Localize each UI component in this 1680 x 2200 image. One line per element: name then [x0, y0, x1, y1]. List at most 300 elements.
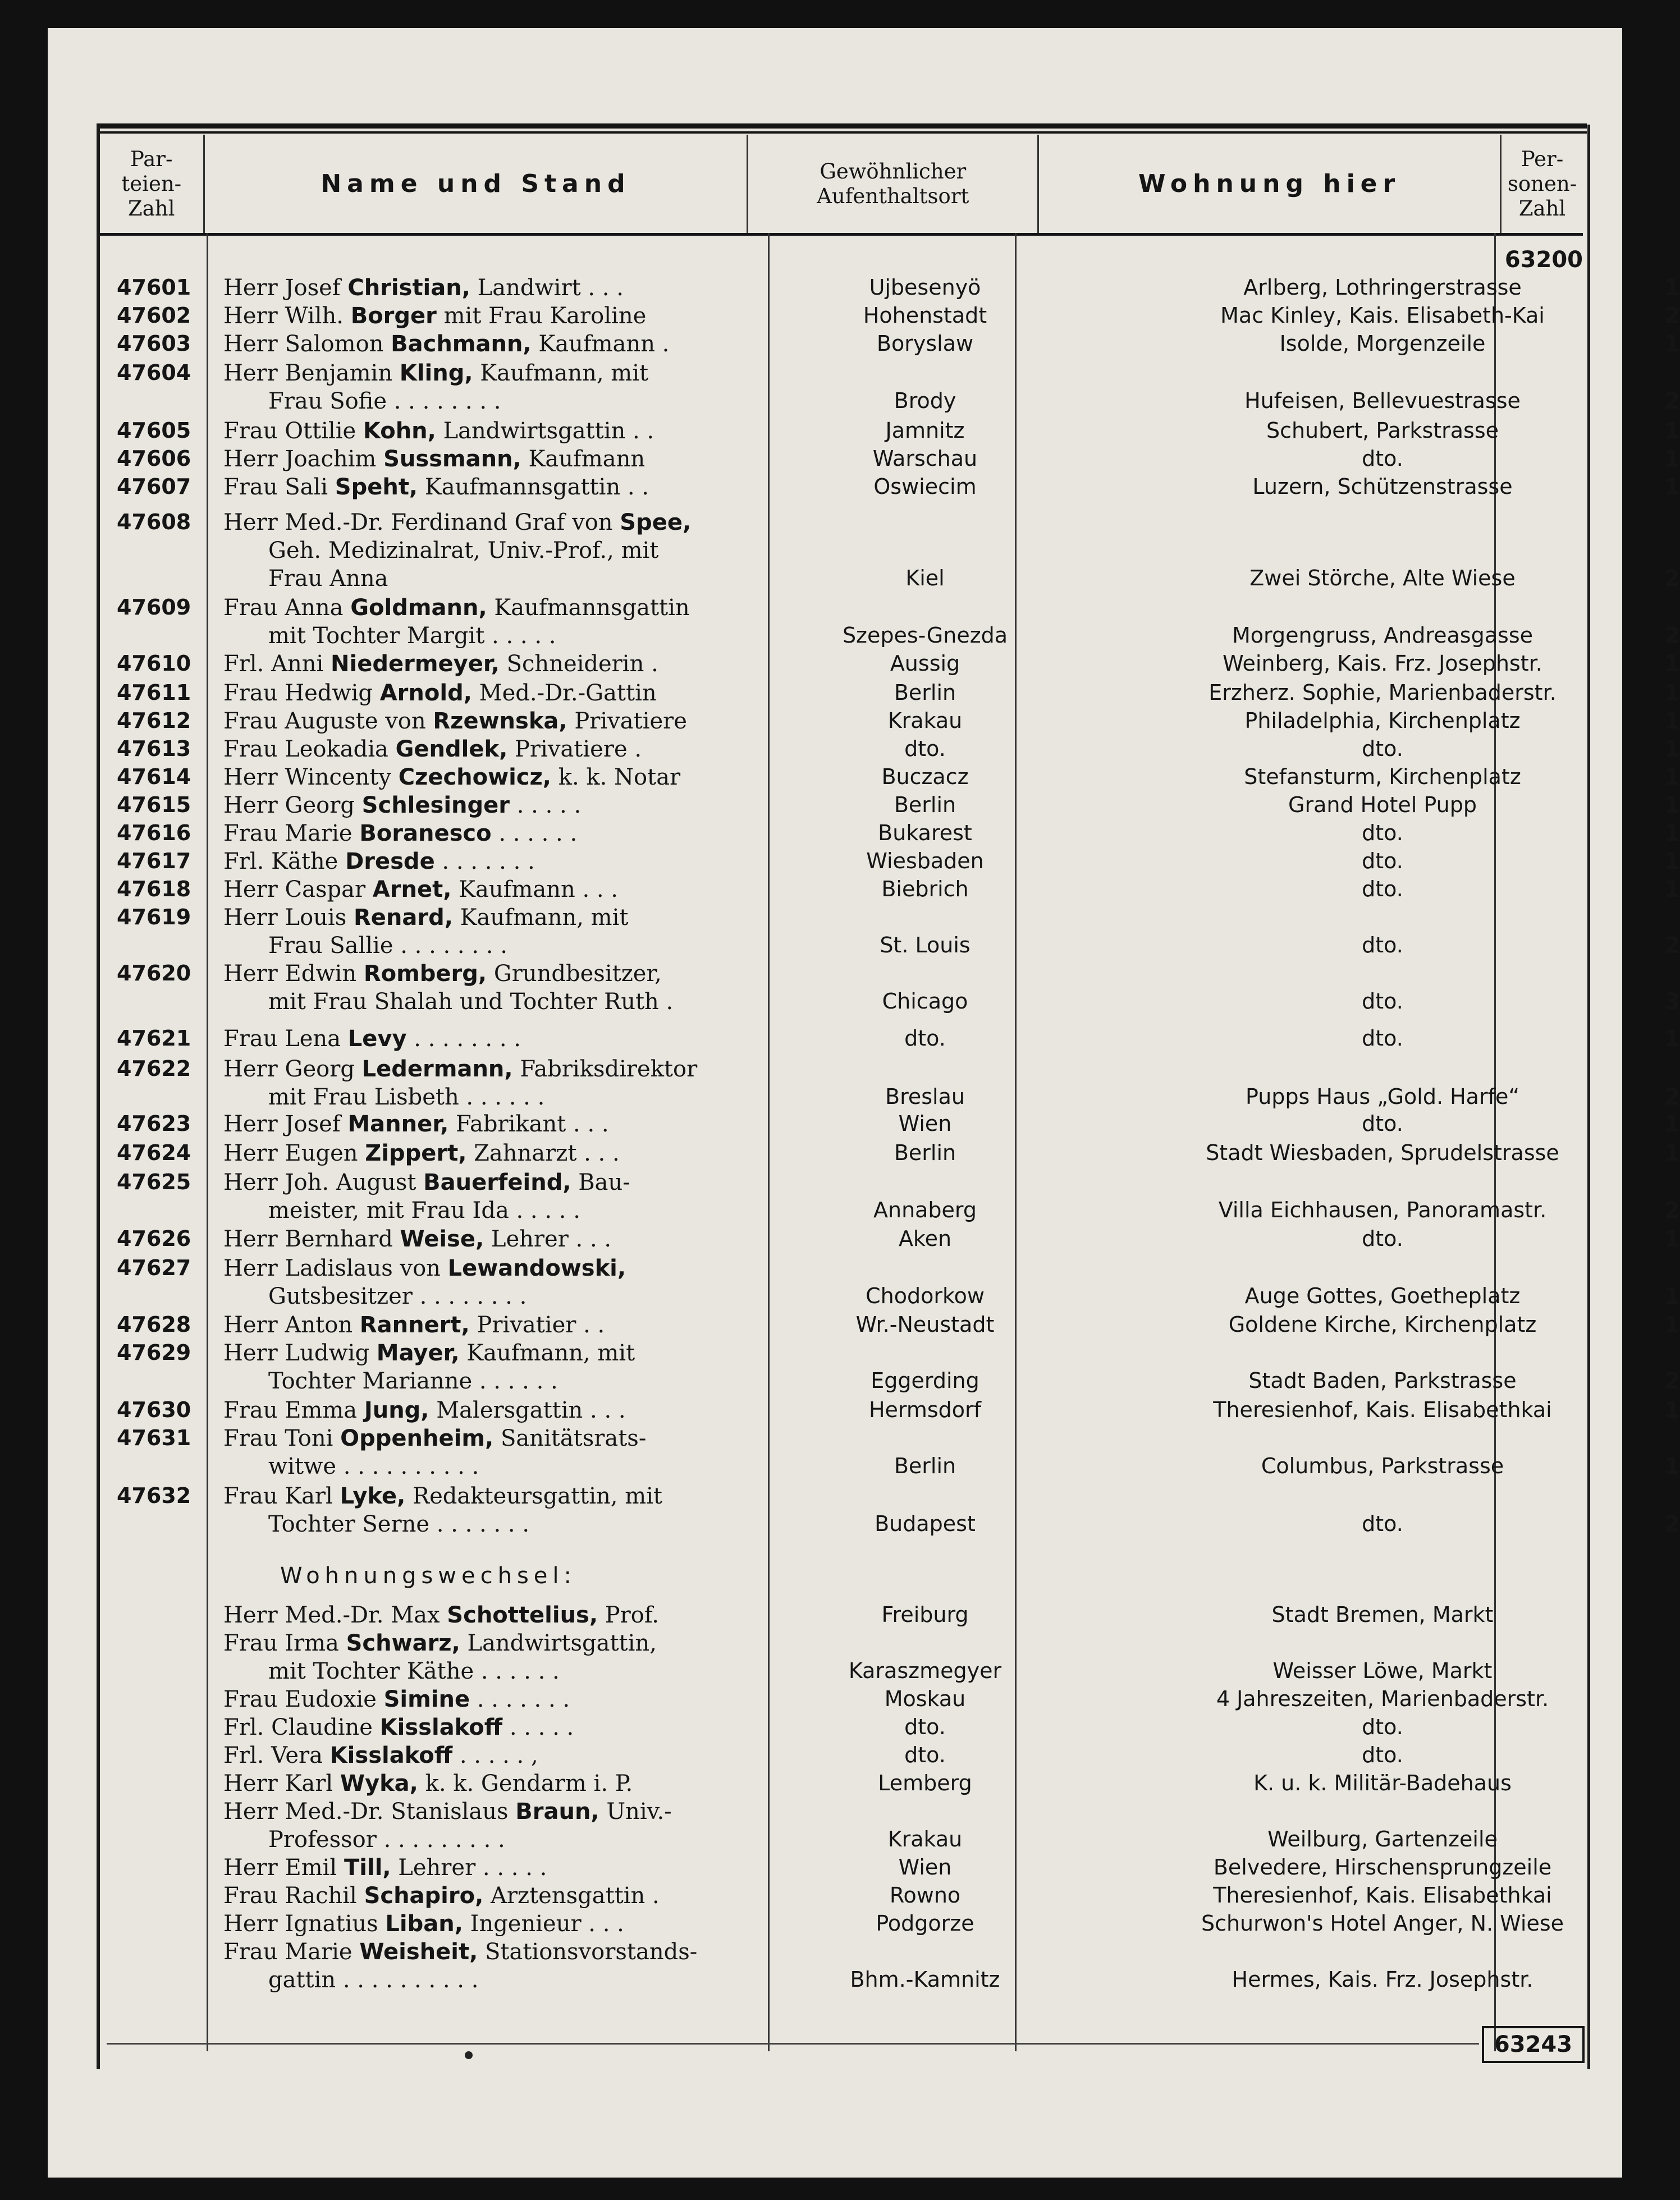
local-address: Stefansturm, Kirchenplatz [1244, 764, 1521, 789]
surname: Kisslakoff [329, 1743, 453, 1768]
surname: Mayer, [376, 1340, 460, 1366]
name-and-status [223, 1602, 659, 1628]
party-number: 47626 [117, 1226, 191, 1251]
local-address: dto. [1362, 989, 1403, 1014]
name-prefix: Herr Wilh. [223, 303, 344, 329]
column-divider [207, 233, 208, 2051]
usual-residence: Ujbesenyö [869, 275, 981, 300]
usual-residence: Chodorkow [866, 1284, 985, 1308]
status: Med.-Dr.-Gattin [479, 680, 657, 706]
name-continuation: witwe . . . . . . . . . . [268, 1454, 479, 1479]
status: . . . . . [509, 1715, 574, 1740]
surname: Boranesco [359, 821, 492, 846]
surname: Schlesinger [361, 792, 510, 818]
status: . . . . . . . . [414, 1026, 521, 1052]
local-address: dto. [1362, 821, 1403, 845]
party-number: 47602 [117, 303, 191, 328]
name-prefix: Herr Joh. August [223, 1170, 416, 1195]
usual-residence: Szepes-Gnezda [842, 623, 1008, 648]
usual-residence: Rowno [889, 1883, 961, 1908]
party-number: 47606 [117, 446, 191, 471]
party-number: 47603 [117, 331, 191, 356]
status: Malersgattin . . . [436, 1397, 626, 1423]
name-prefix: Frau Marie [223, 821, 353, 846]
name-prefix: Herr Med.-Dr. Ferdinand Graf von [223, 510, 613, 535]
name-continuation: Geh. Medizinalrat, Univ.-Prof., mit [268, 538, 659, 563]
local-address: Schurwon's Hotel Anger, N. Wiese [1201, 1911, 1564, 1936]
surname: Wyka, [340, 1771, 418, 1796]
local-address: Weilburg, Gartenzeile [1267, 1827, 1498, 1851]
name-prefix: Frl. Anni [223, 651, 324, 677]
usual-residence: Karaszmegyer [848, 1658, 1002, 1683]
usual-residence: dto. [904, 736, 946, 761]
name-and-status [223, 510, 691, 535]
name-prefix: Frau Sali [223, 474, 328, 500]
bottom-rule [107, 2043, 1479, 2045]
persons-count: 1 [1664, 708, 1680, 734]
persons-count: 2 [1664, 1368, 1680, 1394]
surname: Manner, [347, 1111, 449, 1137]
surname: Lewandowski, [447, 1255, 626, 1281]
usual-residence: Berlin [894, 680, 956, 705]
name-continuation: Frau Sallie . . . . . . . . [268, 933, 507, 959]
name-prefix: Herr Josef [223, 1111, 341, 1137]
name-continuation: mit Frau Lisbeth . . . . . . [268, 1084, 545, 1110]
party-number: 47601 [117, 275, 191, 300]
persons-count: 1 [1664, 821, 1680, 846]
name-and-status [223, 680, 657, 706]
surname: Christian, [347, 275, 470, 301]
usual-residence: Freiburg [881, 1602, 969, 1627]
persons-count: 2 [1664, 566, 1680, 592]
surname: Rannert, [359, 1312, 470, 1338]
name-and-status [223, 1883, 660, 1909]
local-address: Arlberg, Lothringerstrasse [1243, 275, 1522, 300]
name-and-status [223, 446, 645, 472]
name-continuation: Frau Anna [268, 566, 388, 592]
name-and-status [223, 1026, 521, 1052]
local-address: dto. [1362, 849, 1403, 873]
status: Privatiere . [515, 736, 642, 762]
party-number: 47630 [117, 1397, 191, 1422]
local-address: 4 Jahreszeiten, Marienbaderstr. [1216, 1686, 1549, 1711]
persons-count: 1 [1664, 1397, 1680, 1423]
running-total-end: 63243 [1482, 2026, 1585, 2063]
name-and-status [223, 595, 690, 621]
status: . . . . . . [498, 821, 578, 846]
surname: Czechowicz, [398, 764, 551, 790]
name-and-status [223, 1140, 620, 1166]
party-number: 47620 [117, 961, 191, 986]
name-prefix: Herr Georg [223, 1056, 355, 1082]
persons-count: 1 [1664, 331, 1680, 357]
name-prefix: Herr Emil [223, 1855, 337, 1881]
persons-count: 1 [1664, 680, 1680, 706]
usual-residence: Berlin [894, 792, 956, 817]
name-continuation: mit Tochter Margit . . . . . [268, 623, 556, 649]
name-continuation: Tochter Marianne . . . . . . [268, 1368, 558, 1394]
local-address: Pupps Haus „Gold. Harfe“ [1245, 1084, 1520, 1109]
name-and-status [223, 1397, 626, 1423]
status: Kaufmannsgattin [494, 595, 690, 621]
party-number: 47617 [117, 849, 191, 873]
usual-residence: dto. [904, 1026, 946, 1051]
surname: Kisslakoff [379, 1715, 503, 1740]
usual-residence: Hermsdorf [868, 1397, 982, 1422]
status: Grundbesitzer, [493, 961, 662, 987]
name-prefix: Frau Ottilie [223, 418, 356, 444]
local-address: Grand Hotel Pupp [1288, 792, 1477, 817]
status: Landwirtsgattin, [467, 1630, 657, 1656]
party-number: 47621 [117, 1026, 191, 1051]
status: Ingenieur . . . [470, 1911, 624, 1937]
status: . . . . . , [459, 1743, 538, 1768]
name-prefix: Herr Joachim [223, 446, 377, 472]
local-address: Mac Kinley, Kais. Elisabeth-Kai [1220, 303, 1545, 328]
usual-residence: Aken [898, 1226, 952, 1251]
party-number: 47611 [117, 680, 191, 705]
persons-count: 2 [1664, 623, 1680, 649]
name-and-status [223, 1340, 635, 1366]
name-prefix: Frau Emma [223, 1397, 358, 1423]
status: Lehrer . . . [491, 1226, 612, 1252]
persons-count: 1 [1664, 764, 1680, 790]
surname: Zippert, [365, 1140, 467, 1166]
local-address: Weinberg, Kais. Frz. Josephstr. [1223, 651, 1542, 676]
name-prefix: Herr Anton [223, 1312, 353, 1338]
name-and-status [223, 331, 669, 357]
party-number: 47615 [117, 792, 191, 817]
name-and-status [223, 905, 628, 931]
name-and-status [223, 1799, 672, 1825]
section-title-wohnungswechsel: Wohnungswechsel: [280, 1563, 577, 1589]
surname: Dresde [345, 849, 435, 874]
local-address: dto. [1362, 877, 1403, 901]
party-number: 47625 [117, 1170, 191, 1194]
local-address: Zwei Störche, Alte Wiese [1249, 566, 1516, 590]
persons-count: 2 [1664, 388, 1680, 414]
local-address: dto. [1362, 1511, 1403, 1536]
surname: Simine [383, 1686, 470, 1712]
party-number: 47629 [117, 1340, 191, 1365]
persons-count: 1 [1664, 1026, 1680, 1052]
name-continuation: mit Frau Shalah und Tochter Ruth . [268, 989, 674, 1015]
header-name-und-stand: Name und Stand [205, 135, 749, 233]
local-address: Stadt Bremen, Markt [1271, 1602, 1494, 1627]
name-and-status [223, 651, 658, 677]
status: Landwirtsgattin . . [443, 418, 654, 444]
status: k. k. Gendarm i. P. [425, 1771, 633, 1796]
surname: Sussmann, [383, 446, 521, 472]
name-and-status [223, 1855, 547, 1881]
usual-residence: Annaberg [873, 1198, 977, 1222]
party-number: 47616 [117, 821, 191, 845]
party-number: 47612 [117, 708, 191, 733]
name-prefix: Frau Lena [223, 1026, 341, 1052]
name-and-status [223, 1056, 697, 1082]
name-and-status [223, 275, 624, 301]
party-number: 47605 [117, 418, 191, 443]
status: Kaufmann . . . [459, 877, 619, 902]
name-prefix: Herr Ladislaus von [223, 1255, 441, 1281]
persons-count: 1 [1664, 418, 1680, 444]
usual-residence: Wien [898, 1855, 952, 1880]
surname: Lyke, [340, 1483, 406, 1509]
header-aufenthaltsort: Gewöhnlicher Aufenthaltsort [748, 135, 1039, 233]
persons-count: 3 [1664, 989, 1680, 1015]
local-address: dto. [1362, 1715, 1403, 1739]
name-and-status [223, 474, 649, 500]
party-number: 47610 [117, 651, 191, 676]
usual-residence: Berlin [894, 1140, 956, 1165]
surname: Bachmann, [391, 331, 532, 357]
surname: Arnold, [379, 680, 472, 706]
status: Univ.- [606, 1799, 672, 1825]
local-address: dto. [1362, 1111, 1403, 1136]
name-prefix: Herr Salomon [223, 331, 384, 357]
name-and-status [223, 1939, 697, 1965]
name-continuation: Frau Sofie . . . . . . . . [268, 388, 501, 414]
name-and-status [223, 708, 687, 734]
name-prefix: Herr Caspar [223, 877, 366, 902]
status: Prof. [605, 1602, 659, 1628]
status: Kaufmann, mit [460, 905, 629, 931]
status: Redakteursgattin, mit [412, 1483, 663, 1509]
local-address: Theresienhof, Kais. Elisabethkai [1213, 1883, 1552, 1908]
local-address: Stadt Baden, Parkstrasse [1248, 1368, 1517, 1393]
status: Stationsvorstands- [485, 1939, 698, 1965]
surname: Arnet, [372, 877, 452, 902]
persons-count: 1 [1664, 1312, 1680, 1338]
name-and-status [223, 1771, 633, 1796]
persons-count: 2 [1664, 1198, 1680, 1223]
surname: Gendlek, [395, 736, 508, 762]
name-and-status [223, 792, 581, 818]
name-prefix: Herr Edwin [223, 961, 357, 987]
status: Fabrikant . . . [456, 1111, 609, 1137]
status: Schneiderin . [506, 651, 658, 677]
local-address: Stadt Wiesbaden, Sprudelstrasse [1206, 1140, 1559, 1165]
name-continuation: meister, mit Frau Ida . . . . . [268, 1198, 580, 1223]
local-address: Belvedere, Hirschensprungzeile [1213, 1855, 1552, 1880]
surname: Jung, [364, 1397, 429, 1423]
surname: Levy [347, 1026, 407, 1052]
surname: Renard, [353, 905, 453, 931]
local-address: Villa Eichhausen, Panoramastr. [1218, 1198, 1547, 1222]
name-prefix: Herr Georg [223, 792, 355, 818]
name-prefix: Frl. Käthe [223, 849, 338, 874]
name-and-status [223, 360, 648, 386]
name-prefix: Herr Wincenty [223, 764, 391, 790]
ink-dot [465, 2051, 473, 2059]
status: Privatier . . [477, 1312, 605, 1338]
persons-count: 2 [1664, 1084, 1680, 1110]
name-and-status [223, 1226, 611, 1252]
status: . . . . . [516, 792, 582, 818]
running-total-start: 63200 [1504, 247, 1583, 273]
local-address: dto. [1362, 1026, 1403, 1051]
name-prefix: Herr Ignatius [223, 1911, 378, 1937]
status: Kaufmann, mit [480, 360, 649, 386]
name-continuation: Tochter Serne . . . . . . . [268, 1511, 530, 1537]
local-address: Weisser Löwe, Markt [1272, 1658, 1493, 1683]
name-and-status [223, 1911, 624, 1937]
surname: Speht, [335, 474, 418, 500]
surname: Schwarz, [346, 1630, 460, 1656]
name-continuation: Professor . . . . . . . . . [268, 1827, 505, 1853]
name-prefix: Frau Leokadia [223, 736, 388, 762]
persons-count: 1 [1664, 792, 1680, 818]
name-prefix: Herr Karl [223, 1771, 333, 1796]
name-continuation: gattin . . . . . . . . . . [268, 1967, 479, 1993]
surname: Kohn, [363, 418, 436, 444]
persons-count: 1 [1664, 1111, 1680, 1137]
name-and-status [223, 821, 577, 846]
local-address: Theresienhof, Kais. Elisabethkai [1213, 1397, 1552, 1422]
surname: Borger [350, 303, 437, 329]
usual-residence: Krakau [887, 708, 963, 733]
usual-residence: Oswiecim [873, 474, 977, 499]
name-prefix: Frl. Vera [223, 1743, 323, 1768]
party-number: 47618 [117, 877, 191, 901]
local-address: dto. [1362, 933, 1403, 957]
name-prefix: Herr Med.-Dr. Max [223, 1602, 440, 1628]
status: Kaufmann [528, 446, 646, 472]
party-number: 47608 [117, 510, 191, 534]
name-and-status [223, 1170, 630, 1195]
usual-residence: Hohenstadt [863, 303, 987, 328]
party-number: 47604 [117, 360, 191, 385]
persons-count: 1 [1664, 275, 1680, 301]
local-address: Schubert, Parkstrasse [1266, 418, 1499, 443]
status: Sanitätsrats- [500, 1426, 647, 1451]
local-address: Hufeisen, Bellevuestrasse [1244, 388, 1521, 413]
status: Kaufmann . [538, 331, 670, 357]
name-prefix: Frau Toni [223, 1426, 333, 1451]
status: mit Frau Karoline [443, 303, 647, 329]
status: Bau- [578, 1170, 630, 1195]
local-address: Auge Gottes, Goetheplatz [1244, 1284, 1521, 1308]
local-address: dto. [1362, 1226, 1403, 1251]
persons-count: 2 [1664, 933, 1680, 959]
name-and-status [223, 736, 642, 762]
local-address: dto. [1362, 1743, 1403, 1767]
party-number: 47623 [117, 1111, 191, 1136]
status: Lehrer . . . . . [398, 1855, 547, 1881]
persons-count: 1 [1664, 1284, 1680, 1309]
persons-count: 1 [1664, 736, 1680, 762]
name-prefix: Frau Hedwig [223, 680, 373, 706]
name-continuation: Gutsbesitzer . . . . . . . . [268, 1284, 527, 1309]
surname: Romberg, [363, 961, 487, 987]
usual-residence: Breslau [885, 1084, 965, 1109]
local-address: Philadelphia, Kirchenplatz [1244, 708, 1521, 733]
surname: Weisheit, [359, 1939, 478, 1965]
surname: Till, [344, 1855, 391, 1881]
persons-count: 1 [1664, 474, 1680, 500]
name-prefix: Herr Benjamin [223, 360, 393, 386]
name-and-status [223, 1255, 626, 1281]
name-and-status [223, 1483, 662, 1509]
persons-count: 1 [1664, 877, 1680, 902]
party-number: 47631 [117, 1426, 191, 1450]
name-and-status [223, 1715, 574, 1740]
surname: Liban, [385, 1911, 463, 1937]
name-prefix: Herr Louis [223, 905, 347, 931]
name-and-status [223, 961, 662, 987]
usual-residence: Jamnitz [885, 418, 965, 443]
surname: Spee, [620, 510, 692, 535]
persons-count: 1 [1664, 1454, 1680, 1479]
surname: Braun, [515, 1799, 599, 1825]
header-personen-zahl: Per- sonen- Zahl [1507, 146, 1577, 221]
local-address: K. u. k. Militär-Badehaus [1253, 1771, 1512, 1795]
usual-residence: Wien [898, 1111, 952, 1136]
party-number: 47622 [117, 1056, 191, 1081]
status: Fabriksdirektor [520, 1056, 698, 1082]
usual-residence: Eggerding [871, 1368, 979, 1393]
usual-residence: Biebrich [881, 877, 969, 901]
name-prefix: Frau Rachil [223, 1883, 357, 1909]
party-number: 47609 [117, 595, 191, 620]
name-prefix: Herr Eugen [223, 1140, 358, 1166]
local-address: Morgengruss, Andreasgasse [1232, 623, 1533, 648]
table-header [100, 135, 1583, 236]
name-prefix: Frl. Claudine [223, 1715, 373, 1740]
name-prefix: Frau Marie [223, 1939, 353, 1965]
surname: Oppenheim, [340, 1426, 494, 1451]
status: . . . . . . . [477, 1686, 570, 1712]
party-number: 47632 [117, 1483, 191, 1508]
status: Arztensgattin . [491, 1883, 660, 1909]
local-address: Isolde, Morgenzeile [1279, 331, 1486, 356]
party-number: 47614 [117, 764, 191, 789]
surname: Niedermeyer, [331, 651, 500, 677]
local-address: Columbus, Parkstrasse [1261, 1454, 1504, 1478]
usual-residence: Moskau [884, 1686, 966, 1711]
name-and-status [223, 418, 654, 444]
local-address: Goldene Kirche, Kirchenplatz [1228, 1312, 1537, 1337]
status: Kaufmann, mit [466, 1340, 635, 1366]
name-and-status [223, 877, 618, 902]
status: . . . . . . . [442, 849, 535, 874]
surname: Bauerfeind, [423, 1170, 571, 1195]
name-prefix: Herr Bernhard [223, 1226, 393, 1252]
usual-residence: Bhm.-Kamnitz [850, 1967, 1000, 1992]
persons-count: 2 [1664, 303, 1680, 329]
name-and-status [223, 1630, 657, 1656]
usual-residence: Aussig [890, 651, 960, 676]
name-and-status [223, 1111, 609, 1137]
persons-count: 1 [1664, 651, 1680, 677]
party-number: 47627 [117, 1255, 191, 1280]
usual-residence: Brody [894, 388, 956, 413]
usual-residence: Lemberg [878, 1771, 972, 1795]
usual-residence: Wr.-Neustadt [855, 1312, 995, 1337]
persons-count: 1 [1664, 1140, 1680, 1166]
name-and-status [223, 1686, 570, 1712]
surname: Ledermann, [361, 1056, 513, 1082]
local-address: Hermes, Kais. Frz. Josephstr. [1232, 1967, 1533, 1992]
party-number: 47619 [117, 905, 191, 929]
name-prefix: Frau Karl [223, 1483, 333, 1509]
name-prefix: Herr Josef [223, 275, 341, 301]
usual-residence: Warschau [872, 446, 978, 471]
status: Zahnarzt . . . [474, 1140, 620, 1166]
local-address: Luzern, Schützenstrasse [1252, 474, 1513, 499]
usual-residence: St. Louis [880, 933, 971, 957]
party-number: 47628 [117, 1312, 191, 1337]
